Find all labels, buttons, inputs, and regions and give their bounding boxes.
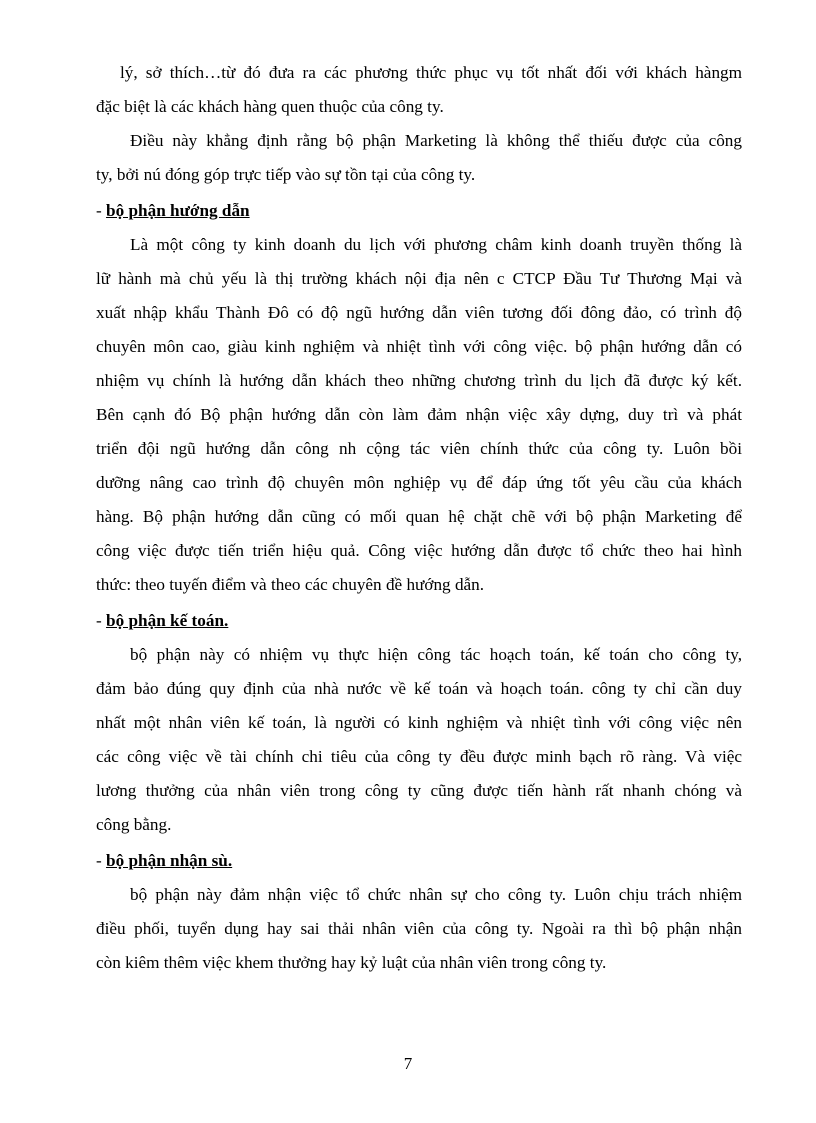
text-line: bộ phận này đảm nhận việc tổ chức nhân sự cho công ty. Luôn chịu trách nhiệm [130,885,742,904]
text-line: điều phối, tuyển dụng hay sai thải nhân viên của công ty. Ngoài ra thì bộ phận nhận [96,919,742,938]
text-line: ty, bởi nú đóng góp trực tiếp vào sự tồn tại của công ty. [96,165,476,184]
text-line: Điều này khẳng định rằng bộ phận Marketing là không thể thiếu được của công [130,131,742,150]
text-line: đảm bảo đúng quy định của nhà nước về kế toán và hoạch toán. công ty chỉ cần duy [96,679,742,698]
section-heading-guide [96,194,742,228]
heading-title: bộ phận kế toán. [106,611,229,630]
text-line: Bên cạnh đó Bộ phận hướng dẫn còn làm đảm nhận việc xây dựng, duy trì và phát [96,405,742,424]
heading-dash: - [96,201,107,220]
heading-dash: - [96,611,107,630]
text-line: nhiệm vụ chính là hướng dẫn khách theo những chương trình du lịch đã được ký kết. [96,371,742,390]
section-heading-hr [96,844,742,878]
text-line: thức: theo tuyến điểm và theo các chuyên đề hướng dẫn. [96,575,485,594]
heading-dash: - [96,851,107,870]
section-heading-accounting [96,604,742,638]
heading-title: bộ phận hướng dẫn [106,201,250,220]
text-line: nhất một nhân viên kế toán, là người có kinh nghiệm và nhiệt tình với công việc nên [96,713,742,732]
text-line: lý, sở thích…từ đó đưa ra các phương thức phục vụ tốt nhất đối với khách hàngm [120,63,742,82]
text-line: công bằng. [96,815,172,834]
text-line: chuyên môn cao, giàu kinh nghiệm và nhiệt tình với công việc. bộ phận hướng dẫn có [96,337,742,356]
page-number: 7 [403,1054,413,1073]
heading-title: bộ phận nhận sù. [106,851,233,870]
text-line: các công việc về tài chính chi tiêu của công ty đều được minh bạch rõ ràng. Và việc [96,747,742,766]
text-line: Là một công ty kinh doanh du lịch với phương châm kinh doanh truyền thống là [130,235,742,254]
text-line: hàng. Bộ phận hướng dẫn cũng có mối quan hệ chặt chẽ với bộ phận Marketing để [96,507,742,526]
text-line: bộ phận này có nhiệm vụ thực hiện công tác hoạch toán, kế toán cho công ty, [130,645,742,664]
text-line: đặc biệt là các khách hàng quen thuộc của công ty. [96,97,444,116]
text-line: dưỡng nâng cao trình độ chuyên môn nghiệp vụ để đáp ứng tốt yêu cầu của khách [96,473,742,492]
text-line: công việc được tiến triển hiệu quả. Công việc hướng dẫn được tổ chức theo hai hình [96,541,742,560]
text-line: triển đội ngũ hướng dẫn công nh cộng tác viên chính thức của công ty. Luôn bồi [96,439,742,458]
text-line: còn kiêm thêm việc khem thưởng hay kỷ luật của nhân viên trong công ty. [96,953,607,972]
text-line: xuất nhập khẩu Thành Đô có độ ngũ hướng dẫn viên tương đối đông đảo, có trình độ [96,303,742,322]
text-line: lương thưởng của nhân viên trong công ty cũng được tiến hành rất nhanh chóng và [96,781,742,800]
text-line: lữ hành mà chủ yếu là thị trường khách nội địa nên c CTCP Đầu Tư Thương Mại và [96,269,742,288]
